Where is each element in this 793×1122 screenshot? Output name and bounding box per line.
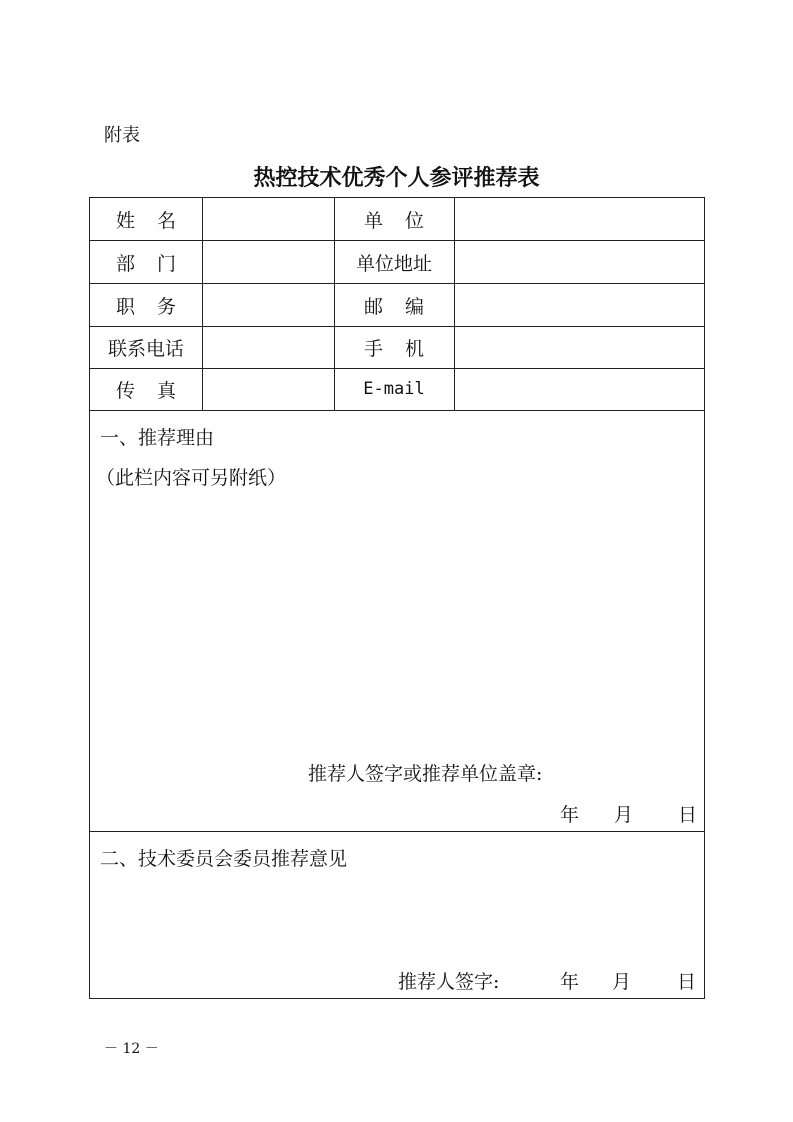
section1-heading: 一、推荐理由 bbox=[100, 427, 215, 449]
label-organization: 单位 bbox=[363, 209, 446, 232]
label-fax: 传真 bbox=[115, 379, 198, 402]
section2-signature-label: 推荐人签字: bbox=[398, 971, 500, 993]
appendix-label: 附表 bbox=[104, 125, 140, 146]
section2-heading: 二、技术委员会委员推荐意见 bbox=[100, 848, 348, 870]
section1-date-day: 日 bbox=[678, 804, 698, 826]
column-divider bbox=[202, 197, 203, 411]
department-field[interactable] bbox=[204, 242, 337, 284]
email-field[interactable] bbox=[456, 369, 707, 411]
mobile-field[interactable] bbox=[456, 327, 707, 369]
section-divider bbox=[89, 831, 705, 832]
column-divider bbox=[454, 197, 455, 411]
fax-field[interactable] bbox=[204, 369, 337, 411]
label-postcode: 邮编 bbox=[363, 295, 446, 318]
label-mobile: 手机 bbox=[363, 337, 446, 360]
label-name: 姓名 bbox=[115, 209, 198, 232]
section2-date-year: 年 bbox=[560, 971, 580, 993]
form-title: 热控技术优秀个人参评推荐表 bbox=[253, 166, 540, 191]
label-phone: 联系电话 bbox=[107, 337, 184, 360]
section1-date-year: 年 bbox=[560, 804, 580, 826]
committee-opinion-field[interactable] bbox=[96, 876, 700, 960]
name-field[interactable] bbox=[204, 199, 337, 241]
recommendation-reason-field[interactable] bbox=[96, 496, 700, 750]
label-organization-address: 单位地址 bbox=[355, 252, 432, 275]
position-field[interactable] bbox=[204, 285, 337, 327]
label-department: 部门 bbox=[115, 252, 198, 275]
page-number: － 12 － bbox=[104, 1041, 159, 1057]
section1-signature-label: 推荐人签字或推荐单位盖章: bbox=[308, 763, 543, 785]
postcode-field[interactable] bbox=[456, 285, 707, 327]
organization-field[interactable] bbox=[456, 199, 707, 241]
organization-address-field[interactable] bbox=[456, 242, 707, 284]
label-email: E-mail bbox=[363, 379, 425, 399]
label-position: 职务 bbox=[115, 295, 198, 318]
section1-note: （此栏内容可另附纸） bbox=[96, 467, 287, 489]
section2-date-day: 日 bbox=[677, 971, 697, 993]
phone-field[interactable] bbox=[204, 327, 337, 369]
section2-date-month: 月 bbox=[612, 971, 632, 993]
section1-date-month: 月 bbox=[614, 804, 634, 826]
